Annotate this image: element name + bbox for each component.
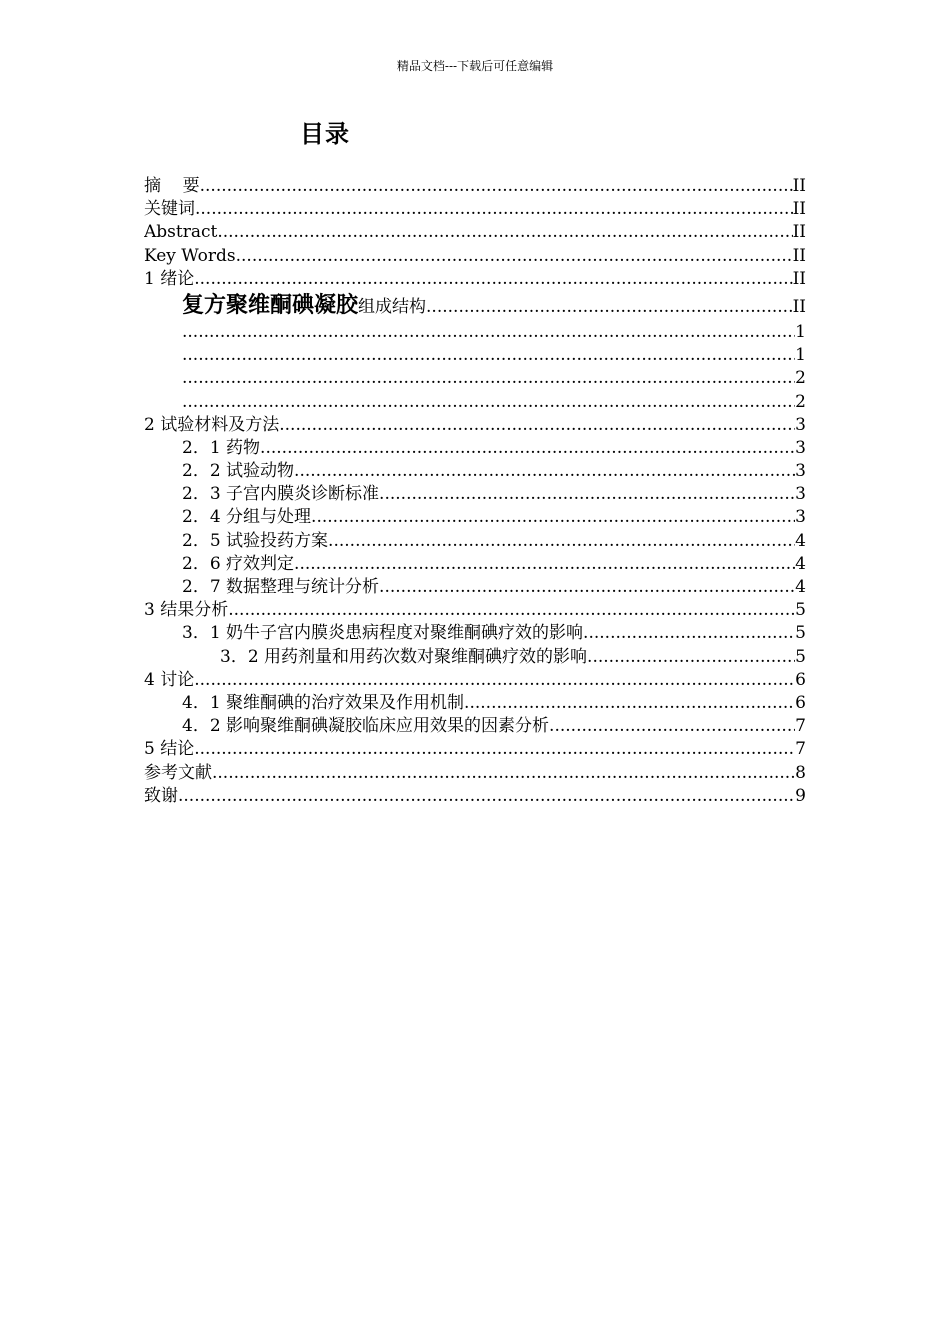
toc-entry-label <box>182 483 379 506</box>
toc-entry-text: 3．2 用药剂量和用药次数对聚维酮碘疗效的影响 <box>220 646 588 667</box>
toc-leader-dots <box>182 367 795 390</box>
toc-entry[interactable] <box>144 715 806 738</box>
toc-entry-label <box>182 576 379 599</box>
toc-leader-dots <box>212 762 795 785</box>
toc-leader-dots <box>379 483 795 506</box>
toc-entry[interactable] <box>144 221 806 244</box>
toc-page-number: II <box>792 176 806 196</box>
toc-entry[interactable] <box>144 414 806 437</box>
toc-page-number: 8 <box>795 762 806 783</box>
toc-entry[interactable] <box>144 576 806 599</box>
table-of-contents <box>144 175 806 808</box>
toc-leader-dots <box>294 553 795 576</box>
toc-entry-text: 3．1 奶牛子宫内膜炎患病程度对聚维酮碘疗效的影响 <box>182 623 584 644</box>
toc-entry-text: 3 结果分析 <box>144 600 229 621</box>
toc-entry[interactable] <box>144 762 806 785</box>
toc-entry-label <box>144 221 217 244</box>
toc-entry-label <box>182 437 260 460</box>
toc-page-number: 3 <box>795 461 806 482</box>
toc-entry[interactable] <box>144 506 806 529</box>
toc-entry[interactable] <box>144 321 806 344</box>
toc-entry-label <box>182 692 464 715</box>
toc-entry[interactable] <box>144 245 806 268</box>
toc-page-number: 4 <box>795 530 806 551</box>
toc-entry-text: 4．1 聚维酮碘的治疗效果及作用机制 <box>182 692 465 713</box>
toc-page-number: 7 <box>795 716 806 737</box>
toc-entry-label <box>144 245 236 268</box>
toc-entry-label <box>182 506 311 529</box>
toc-entry[interactable] <box>144 437 806 460</box>
toc-page-number: II <box>792 245 806 266</box>
toc-entry-label <box>182 622 583 645</box>
toc-entry[interactable] <box>144 692 806 715</box>
toc-entry-label <box>144 198 195 221</box>
toc-leader-dots <box>194 268 792 291</box>
toc-entry-text: 1 绪论 <box>144 268 195 289</box>
toc-leader-dots <box>228 599 795 622</box>
toc-entry-label <box>144 599 228 622</box>
toc-entry-label <box>182 460 294 483</box>
toc-leader-dots <box>195 198 793 221</box>
toc-entry-label <box>182 291 426 321</box>
toc-entry-text: 参考文献 <box>144 762 212 783</box>
toc-entry-heading-text: 复方聚维酮碘凝胶 <box>182 292 359 318</box>
toc-entry[interactable] <box>144 175 806 198</box>
toc-leader-dots <box>260 437 795 460</box>
toc-leader-dots <box>194 669 795 692</box>
toc-entry-label <box>144 268 194 291</box>
page-title: 目录 <box>300 120 350 148</box>
toc-page-number: II <box>792 268 806 289</box>
toc-entry-text: 组成结构 <box>358 296 427 317</box>
toc-entry[interactable] <box>144 291 806 321</box>
toc-page-number: 3 <box>795 507 806 528</box>
toc-entry[interactable] <box>144 622 806 645</box>
toc-leader-dots <box>294 460 795 483</box>
toc-entry[interactable] <box>144 268 806 291</box>
toc-entry-text: 2．6 疗效判定 <box>182 553 295 574</box>
toc-page-number: 4 <box>795 577 806 597</box>
toc-leader-dots <box>182 344 795 367</box>
toc-page-number: 1 <box>795 321 806 342</box>
toc-entry[interactable] <box>144 460 806 483</box>
toc-leader-dots <box>464 692 795 715</box>
toc-entry[interactable] <box>144 367 806 390</box>
toc-page-number: 1 <box>795 345 806 366</box>
toc-page-number: 5 <box>795 600 806 621</box>
toc-entry-label <box>144 414 279 437</box>
toc-page-number: 2 <box>795 368 806 389</box>
toc-entry-text: 2．2 试验动物 <box>182 461 295 482</box>
toc-entry-text: 4 讨论 <box>144 669 195 690</box>
toc-leader-dots <box>549 715 795 738</box>
toc-entry-text: Key Words <box>144 245 236 266</box>
toc-leader-dots <box>194 738 795 761</box>
toc-leader-dots <box>583 622 795 645</box>
toc-leader-dots <box>200 175 793 198</box>
toc-entry-text: 2．4 分组与处理 <box>182 507 312 528</box>
toc-page-number: 6 <box>795 669 806 690</box>
toc-page-number: 5 <box>795 623 806 644</box>
toc-leader-dots <box>182 391 795 414</box>
toc-entry-text: 2．5 试验投药方案 <box>182 530 329 551</box>
toc-leader-dots <box>328 530 795 553</box>
toc-entry-label <box>144 738 194 761</box>
toc-page-number: 9 <box>795 785 806 806</box>
toc-entry-text: Abstract <box>144 222 218 243</box>
toc-page-number: 6 <box>795 692 806 713</box>
toc-entry-label <box>144 175 200 198</box>
toc-page-number: 3 <box>795 414 806 435</box>
toc-entry[interactable] <box>144 344 806 367</box>
toc-entry[interactable] <box>144 530 806 553</box>
toc-leader-dots <box>182 321 795 344</box>
toc-entry[interactable] <box>144 738 806 761</box>
toc-entry-label <box>144 762 212 785</box>
toc-entry[interactable] <box>144 553 806 576</box>
toc-entry-text: 关键词 <box>144 199 195 220</box>
toc-entry-text: 2．1 药物 <box>182 437 261 458</box>
toc-leader-dots <box>379 576 795 599</box>
toc-entry-text: 2 试验材料及方法 <box>144 414 280 435</box>
page-header: 精品文档---下载后可任意编辑 <box>396 59 554 73</box>
toc-leader-dots <box>587 646 795 669</box>
toc-entry-label <box>144 669 194 692</box>
toc-entry-text: 5 结论 <box>144 739 195 760</box>
toc-page-number: 2 <box>795 391 806 412</box>
toc-leader-dots <box>236 245 793 268</box>
toc-leader-dots <box>426 292 793 321</box>
toc-page-number: 5 <box>795 646 806 667</box>
toc-page-number: 3 <box>795 437 806 458</box>
toc-entry[interactable] <box>144 599 806 622</box>
toc-entry-label <box>182 553 294 576</box>
toc-entry[interactable] <box>144 483 806 506</box>
toc-page-number: 7 <box>795 739 806 760</box>
toc-entry-text: 致谢 <box>144 785 178 806</box>
toc-page-number: II <box>792 222 806 243</box>
toc-entry-label <box>182 715 549 738</box>
toc-page-number: II <box>792 199 806 220</box>
toc-entry-text: 4．2 影响聚维酮碘凝胶临床应用效果的因素分析 <box>182 716 550 737</box>
toc-leader-dots <box>217 221 792 244</box>
toc-leader-dots <box>311 506 795 529</box>
toc-entry[interactable] <box>144 646 806 669</box>
toc-entry-text: 摘 要 <box>144 176 200 196</box>
toc-entry[interactable] <box>144 198 806 221</box>
toc-page-number: II <box>792 296 806 317</box>
toc-leader-dots <box>279 414 795 437</box>
toc-page-number: 3 <box>795 484 806 505</box>
toc-entry-label <box>144 785 178 808</box>
toc-entry[interactable] <box>144 785 806 808</box>
toc-entry-label <box>220 646 587 669</box>
toc-entry-text: 2．7 数据整理与统计分析 <box>182 577 380 597</box>
toc-entry-label <box>182 530 328 553</box>
toc-page-number: 4 <box>795 553 806 574</box>
toc-entry[interactable] <box>144 391 806 414</box>
toc-entry-text: 2．3 子宫内膜炎诊断标准 <box>182 484 380 505</box>
toc-entry[interactable] <box>144 669 806 692</box>
toc-leader-dots <box>178 785 795 808</box>
